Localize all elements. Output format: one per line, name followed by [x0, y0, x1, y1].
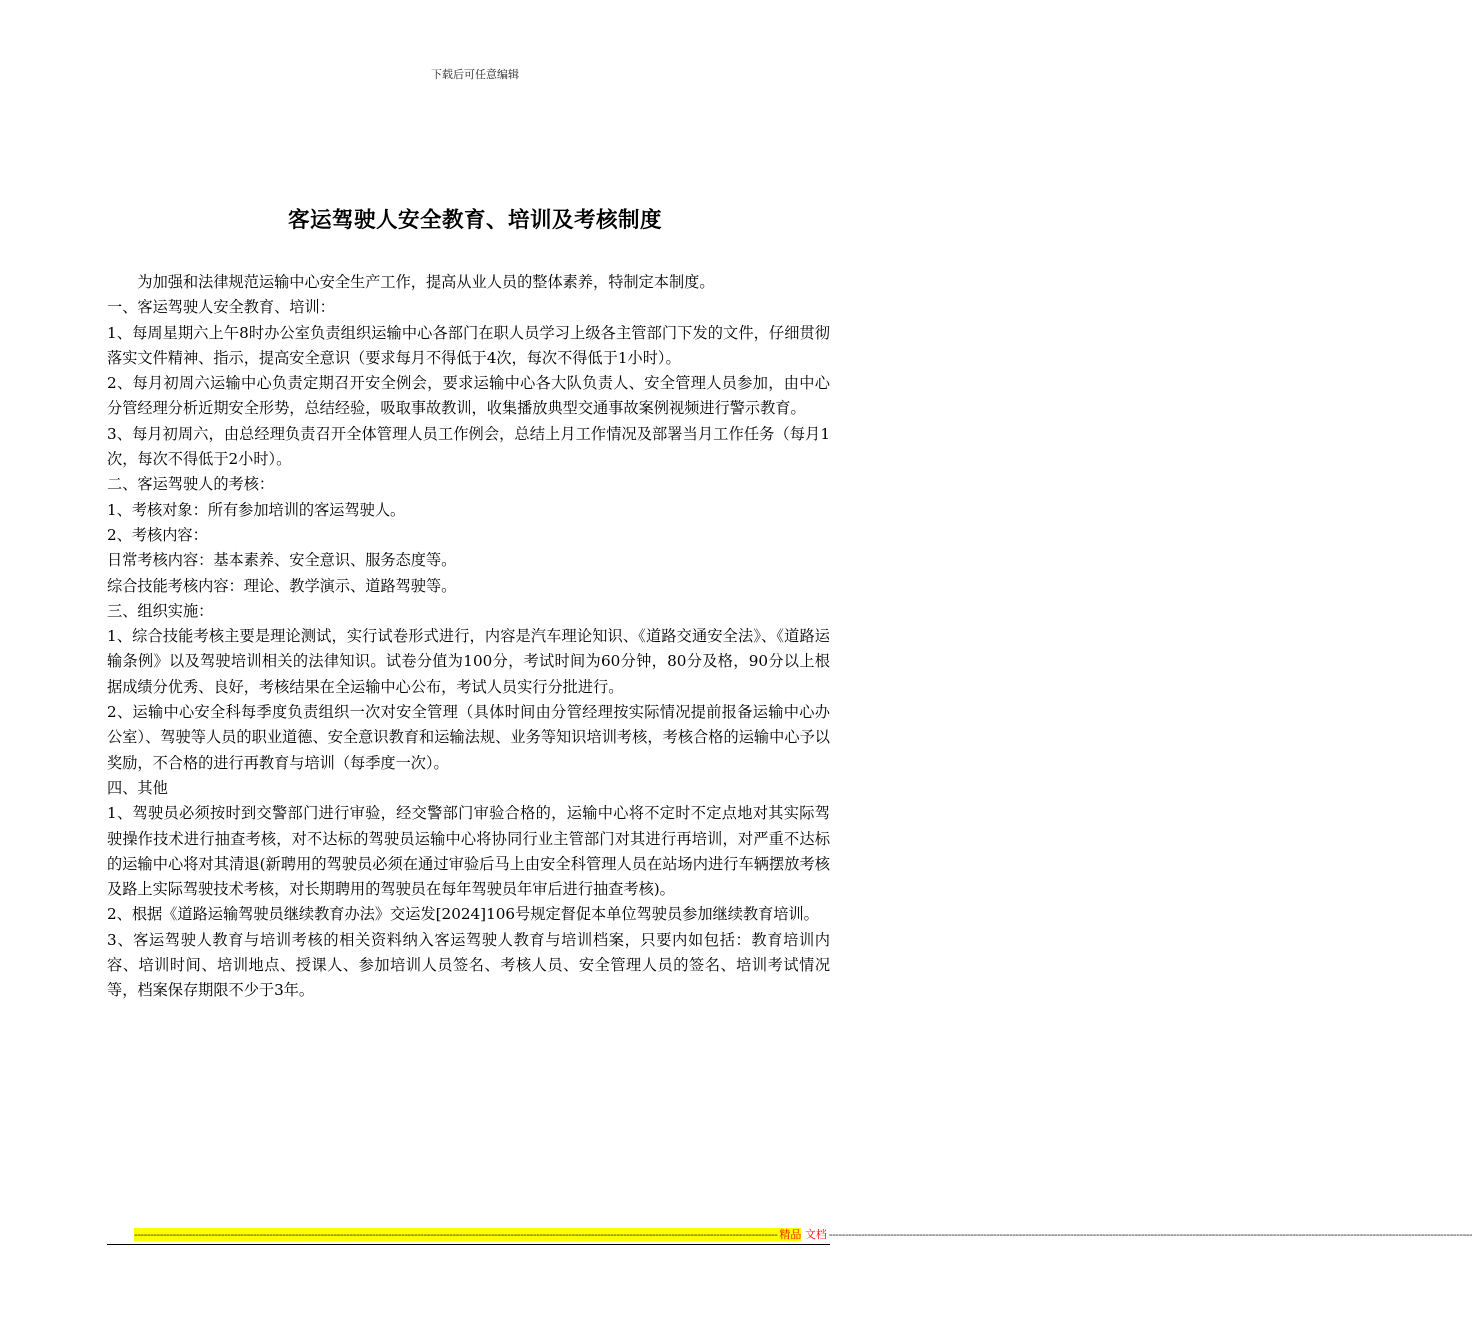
paragraph: 1、综合技能考核主要是理论测试，实行试卷形式进行，内容是汽车理论知识、《道路交通安全法》、《道路运输条例》以及驾驶培训相关的法律知识。试卷分值为100分，考试时间为60分钟，80分及格，90分以上根据成绩分优秀、良好，考核结果在全运输中心公布，考试人员实行分批进行。 [107, 627, 830, 696]
footer-highlight-bar [134, 1228, 1472, 1241]
paragraph: 1、每周星期六上午8时办公室负责组织运输中心各部门在职人员学习上级各主管部门下发的文件，仔细贯彻落实文件精神、指示，提高安全意识（要求每月不得低于4次，每次不得低于1小时）。 [107, 323, 830, 367]
section-heading-1: 一、客运驾驶人安全教育、培训： [107, 298, 335, 317]
paragraph: 2、运输中心安全科每季度负责组织一次对安全管理（具体时间由分管经理按实际情况提前报备运输中心办公室）、驾驶等人员的职业道德、安全意识教育和运输法规、业务等知识培训考核，考核合格的运输中心予以奖励，不合格的进行再教育与培训（每季度一次）。 [107, 703, 830, 772]
paragraph: 1、考核对象：所有参加培训的客运驾驶人。 [107, 500, 406, 519]
section-heading-4: 四、其他 [107, 778, 168, 797]
paragraph: 3、客运驾驶人教育与培训考核的相关资料纳入客运驾驶人教育与培训档案，只要内如包括：教育培训内容、培训时间、培训地点、授课人、参加培训人员签名、考核人员、安全管理人员的签名、培训考试情况等，档案保存期限不少于3年。 [107, 930, 830, 1000]
paragraph: 综合技能考核内容：理论、教学演示、道路驾驶等。 [107, 576, 457, 595]
section-heading-3: 三、组织实施： [107, 601, 214, 620]
document-body [107, 270, 830, 1004]
section-heading-2: 二、客运驾驶人的考核： [107, 475, 275, 494]
intro-paragraph: 为加强和法律规范运输中心安全生产工作，提高从业人员的整体素养，特制定本制度。 [137, 273, 715, 291]
footer-label: 精品 文档 [779, 1228, 827, 1241]
paragraph: 2、考核内容： [107, 525, 208, 544]
paragraph: 3、每月初周六，由总经理负责召开全体管理人员工作例会，总结上月工作情况及部署当月工作任务（每月1次，每次不得低于2小时）。 [107, 424, 830, 469]
footer-dashes-left: -------------------------------------------------------------------------------------------------------------------------------------------------------------------------------------------------------- [134, 1228, 778, 1241]
paragraph: 1、驾驶员必须按时到交警部门进行审验，经交警部门审验合格的，运输中心将不定时不定点地对其实际驾驶操作技术进行抽查考核，对不达标的驾驶员运输中心将协同行业主管部门对其进行再培训，对严重不达标的运输中心将对其清退(新聘用的驾驶员必须在通过审验后马上由安全科管理人员在站场内进行车辆摆放考核及路上实际驾驶技术考核，对长期聘用的驾驶员在每年驾驶员年审后进行抽查考核)。 [107, 804, 830, 899]
paragraph: 2、根据《道路运输驾驶员继续教育办法》交运发[2024]106号规定督促本单位驾驶员参加继续教育培训。 [107, 905, 819, 924]
document-title: 客运驾驶人安全教育、培训及考核制度 [287, 208, 662, 233]
footer-rule [107, 1244, 830, 1245]
paragraph: 日常考核内容：基本素养、安全意识、服务态度等。 [107, 551, 457, 570]
paragraph: 2、每月初周六运输中心负责定期召开安全例会，要求运输中心各大队负责人、安全管理人员参加，由中心分管经理分析近期安全形势，总结经验，吸取事故教训，收集播放典型交通事故案例视频进行警示教育。 [107, 374, 830, 418]
footer-dashes-right: -------------------------------------------------------------------------------------------------------------------------------------------------------------------------------------------------------- [828, 1228, 1472, 1241]
header-note: 下载后可任意编辑 [431, 68, 519, 81]
